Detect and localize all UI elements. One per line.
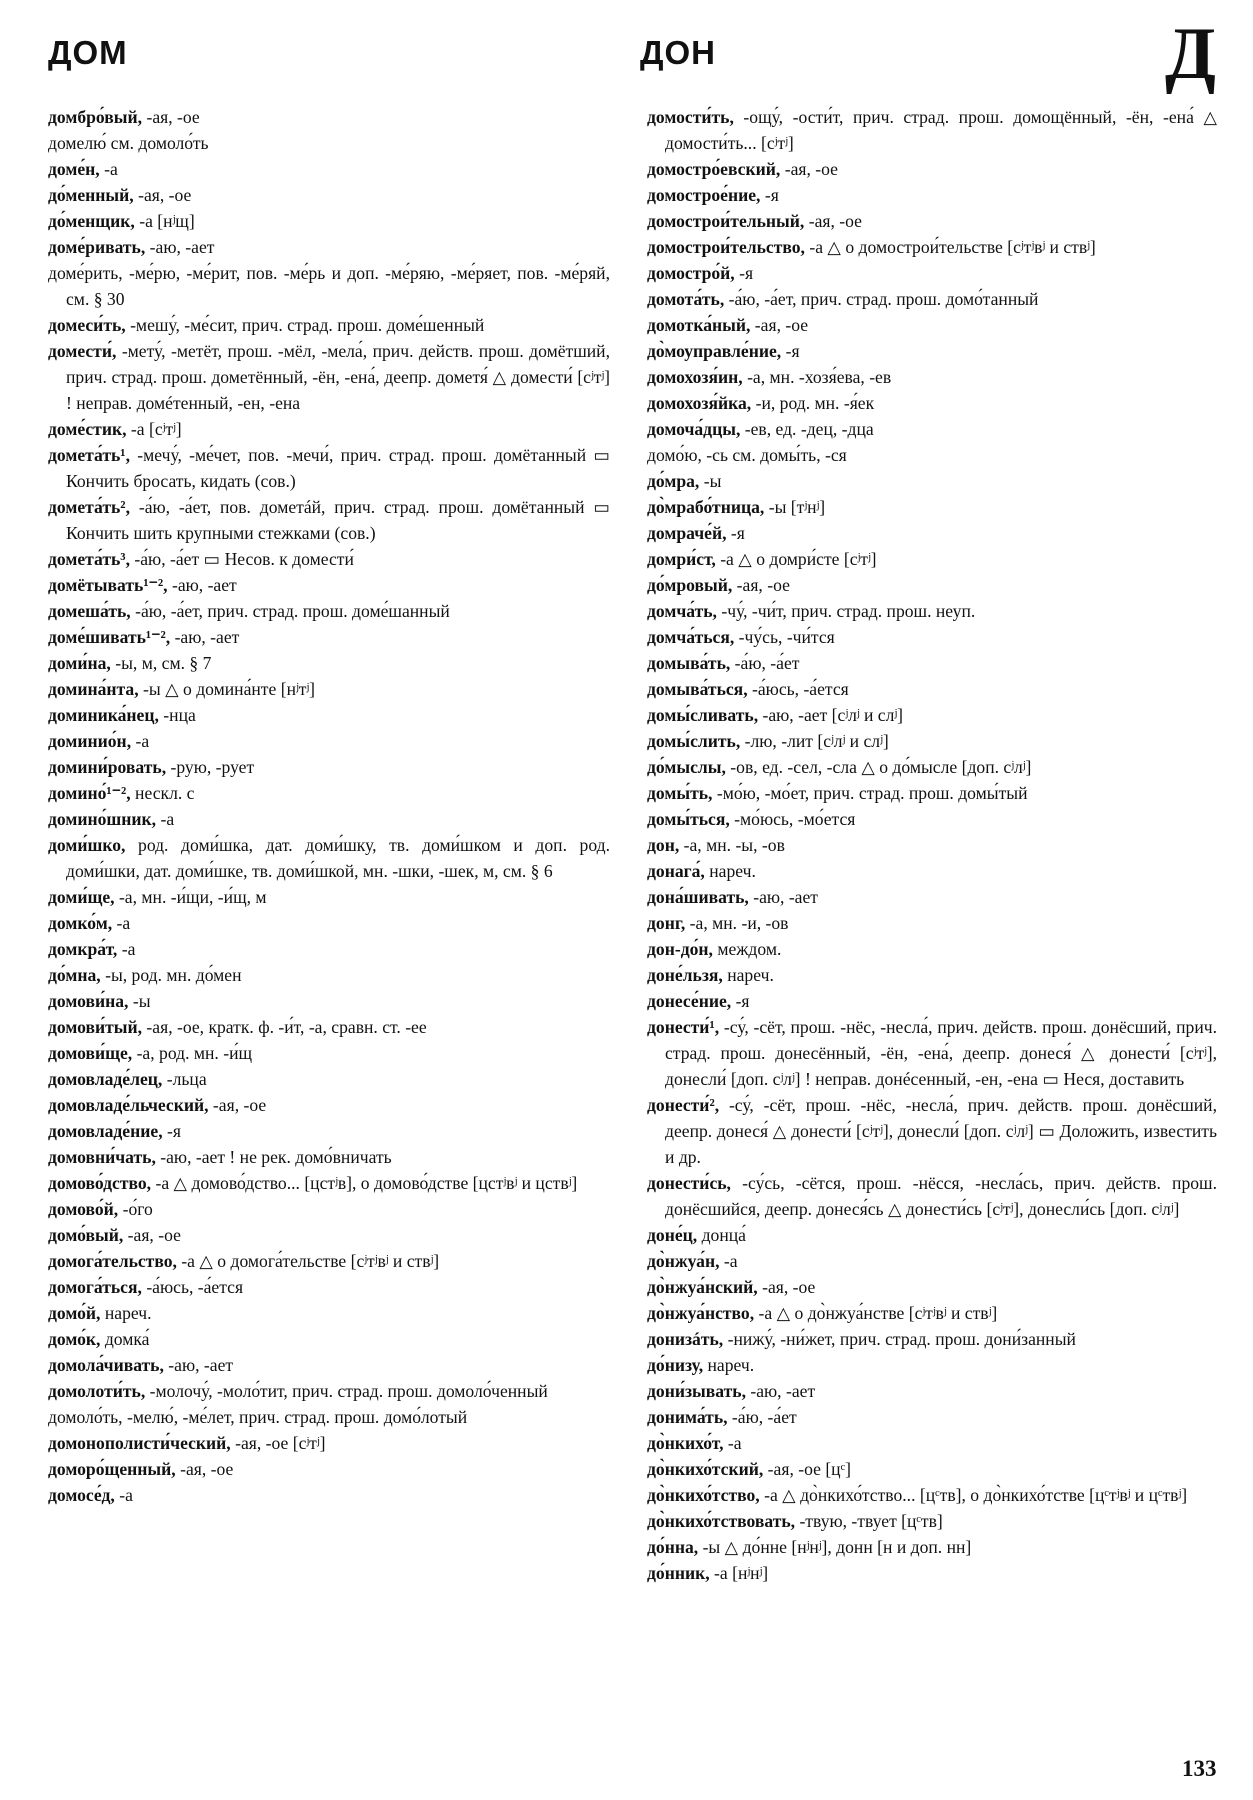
dictionary-entry: [647, 468, 1217, 494]
entry-body: -а [нʲнʲ]: [709, 1563, 769, 1583]
entry-body: -су́, -сёт, прош. -нёс, -несла́, прич. действ. прош. донёсший, деепр. донеся́ △ донести́ [сʲтʲ], донесли́ [доп. сʲлʲ] ▭ Доложить, известить и др.: [665, 1095, 1217, 1167]
dictionary-entry: [647, 1248, 1217, 1274]
dictionary-entry: [647, 260, 1217, 286]
entry-body: -а △ о домога́тельстве [сʲтʲвʲ и ствʲ]: [176, 1251, 440, 1271]
dictionary-entry: [48, 1482, 610, 1508]
entry-headword: домы́слить,: [647, 731, 741, 751]
entry-headword: до̀нкихо́т,: [647, 1433, 724, 1453]
entry-body: -ая, -ое: [780, 159, 838, 179]
entry-headword: домотка́ный,: [647, 315, 751, 335]
entry-body: -нца: [158, 705, 196, 725]
entry-body: -я: [781, 341, 800, 361]
entry-body: -чу́, -чи́т, прич. страд. прош. неуп.: [716, 601, 976, 621]
section-letter: Д: [1165, 13, 1216, 95]
dictionary-entry: [647, 676, 1217, 702]
dictionary-entry: [48, 754, 610, 780]
dictionary-entry: [48, 1456, 610, 1482]
entry-body: -мо́юсь, -мо́ется: [729, 809, 856, 829]
dictionary-entry: [48, 728, 610, 754]
entry-body: -ая, -ое: [123, 1225, 181, 1245]
dictionary-entry: [647, 1300, 1217, 1326]
dictionary-entry: [647, 546, 1217, 572]
entry-body: -рую, -рует: [166, 757, 255, 777]
entry-headword: донести́²,: [647, 1095, 720, 1115]
dictionary-entry: [48, 1066, 610, 1092]
dictionary-entry: [48, 1274, 610, 1300]
entry-body: -а́ю, -а́ет, прич. страд. прош. домо́танный: [724, 289, 1039, 309]
entry-headword: доне́ц,: [647, 1225, 698, 1245]
entry-headword: домово́й,: [48, 1199, 119, 1219]
entry-body: -а △ о домострои́тельстве [сʲтʲвʲ и ствʲ]: [804, 237, 1096, 257]
entry-body: нескл. с: [130, 783, 195, 803]
entry-headword: домо́к,: [48, 1329, 101, 1349]
entry-headword: донести́сь,: [647, 1173, 731, 1193]
dictionary-entry: [647, 338, 1217, 364]
dictionary-entry: [647, 494, 1217, 520]
entry-headword: домино́¹⁻²,: [48, 783, 131, 803]
dictionary-entry: [647, 624, 1217, 650]
entry-body: -аю, -ает: [163, 1355, 234, 1375]
entry-headword: домохозя́ин,: [647, 367, 743, 387]
dictionary-entry: [647, 1014, 1217, 1092]
entry-body: -а △ о до̀нжуа́нстве [сʲтʲвʲ и ствʲ]: [754, 1303, 998, 1323]
dictionary-entry: [647, 234, 1217, 260]
entry-body: -ая, -ое [сʲтʲ]: [230, 1433, 326, 1453]
entry-body: нареч.: [703, 1355, 755, 1375]
entry-body: -ая, -ое: [804, 211, 862, 231]
entry-headword: до̀нкихо́тский,: [647, 1459, 764, 1479]
entry-body: -ая, -ое: [732, 575, 790, 595]
entry-body: -мешу́, -ме́сит, прич. страд. прош. доме́шенный: [125, 315, 485, 335]
entry-headword: доми́на,: [48, 653, 111, 673]
dictionary-entry: [48, 104, 610, 130]
entry-headword: домови́тый,: [48, 1017, 143, 1037]
entry-body: -я: [731, 991, 750, 1011]
entry-body: -а, мн. -хозя́ева, -ев: [742, 367, 892, 387]
entry-headword: домини́ровать,: [48, 757, 167, 777]
entry-body: -а́ю, -а́ет, пов. дометáй, прич. страд. прош. домётанный ▭ Кончить шить крупными стежками (сов.): [66, 497, 610, 543]
dictionary-entry: [647, 104, 1217, 156]
dictionary-entry: [48, 1404, 610, 1430]
entry-body: -а: [114, 1485, 133, 1505]
entry-body: -а: [719, 1251, 738, 1271]
entry-body: -аю, -ает: [745, 1381, 816, 1401]
dictionary-entry: [647, 598, 1217, 624]
entry-body: -а [сʲтʲ]: [126, 419, 182, 439]
dictionary-entry: [647, 1560, 1217, 1586]
dictionary-entry: [647, 728, 1217, 754]
dictionary-entry: [647, 1352, 1217, 1378]
entry-body: -а, род. мн. -и́щ: [132, 1043, 253, 1063]
entry-headword: до̀нжуа́н,: [647, 1251, 720, 1271]
entry-body: -су́, -сёт, прош. -нёс, -несла́, прич. действ. прош. донёсший, прич. страд. прош. донесённый, -ён, -ена́, деепр. донеся́ △ донести́ [сʲтʲ], донесли́ [доп. сʲлʲ] ! неправ. донéсенный, -ен, -ена ▭ Неся, доставить: [665, 1017, 1217, 1089]
dictionary-entry: [647, 1170, 1217, 1222]
entry-headword: донима́ть,: [647, 1407, 728, 1427]
entry-body: -аю, -ает: [167, 575, 237, 595]
entry-headword: дон-до́н,: [647, 939, 713, 959]
entry-headword: домостро́евский,: [647, 159, 781, 179]
dictionary-entry: [647, 208, 1217, 234]
entry-headword: доне́льзя,: [647, 965, 723, 985]
entry-headword: домонополисти́ческий,: [48, 1433, 231, 1453]
dictionary-entry: [647, 1456, 1217, 1482]
dictionary-entry: [48, 260, 610, 312]
entry-body: донца́: [697, 1225, 746, 1245]
dictionary-entry: [48, 962, 610, 988]
dictionary-entry: [647, 1430, 1217, 1456]
entry-headword: до́менный,: [48, 185, 134, 205]
entry-body: -ы [тʲнʲ]: [764, 497, 826, 517]
entry-headword: домета́ть²,: [48, 497, 130, 517]
dictionary-entry: [48, 676, 610, 702]
entry-headword: домовладе́лец,: [48, 1069, 163, 1089]
entry-headword: до̀нжуа́нский,: [647, 1277, 758, 1297]
entry-headword: домо́й,: [48, 1303, 101, 1323]
entry-body: -а: [131, 731, 150, 751]
entry-body: -ев, ед. -дец, -дца: [740, 419, 874, 439]
entry-body: -ая, -ое, кратк. ф. -и́т, -а, сравн. ст. -ее: [142, 1017, 427, 1037]
entry-body: -аю, -ает: [748, 887, 818, 907]
entry-headword: домостро́й,: [647, 263, 735, 283]
dictionary-entry: [48, 1144, 610, 1170]
entry-headword: доми́ще,: [48, 887, 115, 907]
dictionary-entry: [48, 546, 610, 572]
entry-headword: доми́шко,: [48, 835, 126, 855]
dictionary-entry: [48, 624, 610, 650]
entry-body: -я: [162, 1121, 181, 1141]
entry-body: -о́го: [118, 1199, 153, 1219]
entry-headword: до́нник,: [647, 1563, 710, 1583]
dictionary-entry: [647, 988, 1217, 1014]
entry-headword: до́нна,: [647, 1537, 699, 1557]
entry-headword: домча́ться,: [647, 627, 735, 647]
dictionary-entry: [48, 312, 610, 338]
entry-headword: до́низу,: [647, 1355, 704, 1375]
entry-headword: до́мровый,: [647, 575, 733, 595]
entry-headword: до̀нкихо́тствовать,: [647, 1511, 796, 1531]
dictionary-entry: [48, 1326, 610, 1352]
dictionary-entry: [647, 1508, 1217, 1534]
entry-headword: донага́,: [647, 861, 705, 881]
entry-body: -а́юсь, -а́ется: [747, 679, 849, 699]
entry-headword: домина́нта,: [48, 679, 139, 699]
entry-headword: домоча́дцы,: [647, 419, 741, 439]
entry-headword: донизáть,: [647, 1329, 724, 1349]
dictionary-entry: [48, 650, 610, 676]
entry-headword: донести́¹,: [647, 1017, 720, 1037]
entry-headword: доме́н,: [48, 159, 100, 179]
dictionary-entry: [647, 1326, 1217, 1352]
entry-body: доме́рить, -ме́рю, -ме́рит, пов. -ме́рь и доп. -ме́ряю, -ме́ряет, пов. -ме́ряй, см. § 30: [48, 263, 610, 309]
running-head-right: ДОН: [640, 34, 717, 71]
dictionary-entry: [647, 962, 1217, 988]
entry-body: -льца: [162, 1069, 207, 1089]
entry-headword: домча́ть,: [647, 601, 717, 621]
entry-headword: домосе́д,: [48, 1485, 115, 1505]
entry-body: -а: [99, 159, 118, 179]
running-head-left: ДОМ: [48, 34, 128, 71]
dictionary-entry: [48, 1170, 610, 1196]
entry-body: -а, мн. -и́щи, -и́щ, м: [114, 887, 267, 907]
page-number: 133: [1182, 1756, 1217, 1781]
entry-headword: домётывать¹⁻²,: [48, 575, 168, 595]
dictionary-entry: [48, 1118, 610, 1144]
entry-headword: до̀нкихо́тство,: [647, 1485, 760, 1505]
entry-body: нареч.: [704, 861, 756, 881]
dictionary-entry: [647, 286, 1217, 312]
dictionary-entry: [647, 1222, 1217, 1248]
entry-headword: домови́ще,: [48, 1043, 133, 1063]
entry-body: -я: [726, 523, 745, 543]
entry-headword: домеша́ть,: [48, 601, 131, 621]
entry-headword: домко́м,: [48, 913, 113, 933]
entry-headword: домота́ть,: [647, 289, 725, 309]
entry-body: домка́: [100, 1329, 150, 1349]
entry-headword: домола́чивать,: [48, 1355, 164, 1375]
dictionary-entry: [647, 1404, 1217, 1430]
entry-body: -ощу́, -ости́т, прич. страд. прош. домощённый, -ён, -ена́ △ домости́ть... [сʲтʲ]: [665, 107, 1217, 153]
entry-body: -ая, -ое: [208, 1095, 267, 1115]
dictionary-entry: [48, 494, 610, 546]
entry-body: нареч.: [722, 965, 774, 985]
dictionary-entry: [647, 1092, 1217, 1170]
right-column: [647, 104, 1217, 1586]
entry-body: -а́ю, -а́ет ▭ Несов. к домести́: [129, 549, 354, 569]
dictionary-entry: [48, 1014, 610, 1040]
dictionary-entry: [647, 1274, 1217, 1300]
dictionary-entry: [48, 1040, 610, 1066]
entry-headword: домолоти́ть,: [48, 1381, 146, 1401]
entry-body: -мету́, -метёт, прош. -мёл, -мела́, прич. действ. прош. домётший, прич. страд. прош. дометённый, -ён, -ена́, деепр. дометя́ △ домести́ [сʲтʲ] ! неправ. домéтенный, -ен, -ена: [66, 341, 610, 413]
dictionary-entry: [647, 754, 1217, 780]
entry-body: -ы △ до́нне [нʲнʲ], донн [н и доп. нн]: [698, 1537, 972, 1557]
dictionary-entry: [48, 182, 610, 208]
entry-headword: доме́стик,: [48, 419, 127, 439]
dictionary-entry: [647, 416, 1217, 442]
entry-headword: дона́шивать,: [647, 887, 749, 907]
dictionary-entry: [48, 1196, 610, 1222]
dictionary-entry: [647, 884, 1217, 910]
entry-headword: домовладе́льческий,: [48, 1095, 209, 1115]
entry-headword: дони́зывать,: [647, 1381, 746, 1401]
entry-headword: доме́шивать¹⁻²,: [48, 627, 171, 647]
entry-headword: домови́на,: [48, 991, 129, 1011]
entry-headword: донесе́ние,: [647, 991, 732, 1011]
entry-headword: домога́ться,: [48, 1277, 142, 1297]
dictionary-entry: [647, 1534, 1217, 1560]
dictionary-entry: [48, 1352, 610, 1378]
entry-headword: до̀моуправле́ние,: [647, 341, 782, 361]
entry-body: -аю, -ает: [145, 237, 215, 257]
dictionary-entry: [48, 780, 610, 806]
entry-headword: домости́ть,: [647, 107, 734, 127]
entry-body: -аю, -ает: [170, 627, 240, 647]
entry-body: -ая, -ое: [750, 315, 809, 335]
entry-headword: до̀мрабо́тница,: [647, 497, 765, 517]
entry-body: -а: [117, 939, 136, 959]
dictionary-entry: [647, 1378, 1217, 1404]
entry-headword: домы́ться,: [647, 809, 730, 829]
entry-body: -я: [734, 263, 754, 283]
dictionary-entry: [647, 572, 1217, 598]
entry-body: -су́сь, -сётся, прош. -нёсся, -несла́сь, прич. действ. прош. донёсшийся, деепр. донеся́сь △ донести́сь [сʲтʲ], донесли́сь [доп. сʲлʲ]: [665, 1173, 1217, 1219]
entry-headword: до̀нжуа́нство,: [647, 1303, 755, 1323]
entry-body: -ая, -ое [цᶜ]: [763, 1459, 851, 1479]
dictionary-entry: [48, 442, 610, 494]
dictionary-entry: [647, 702, 1217, 728]
entry-body: -а́юсь, -а́ется: [141, 1277, 244, 1297]
entry-headword: дон,: [647, 835, 680, 855]
entry-body: -ая, -ое: [757, 1277, 816, 1297]
dictionary-entry: [48, 1378, 610, 1404]
entry-body: -ы △ о домина́нте [нʲтʲ]: [138, 679, 315, 699]
entry-headword: домострои́тельный,: [647, 211, 805, 231]
dictionary-entry: [647, 910, 1217, 936]
entry-body: -молочу́, -моло́тит, прич. страд. прош. домоло́ченный: [145, 1381, 548, 1401]
dictionary-entry: [48, 156, 610, 182]
entry-headword: домострои́тельство,: [647, 237, 805, 257]
dictionary-entry: [647, 858, 1217, 884]
entry-headword: домета́ть³,: [48, 549, 130, 569]
dictionary-entry: [48, 806, 610, 832]
dictionary-entry: [647, 156, 1217, 182]
entry-body: -а △ домово́дство... [цстʲв], о домово́дстве [цстʲвʲ и цствʲ]: [151, 1173, 578, 1193]
entry-headword: домохозя́йка,: [647, 393, 752, 413]
entry-body: -а: [156, 809, 175, 829]
entry-headword: домбро́вый,: [48, 107, 143, 127]
entry-headword: до́мра,: [647, 471, 700, 491]
entry-body: -а́ю, -а́ет: [727, 1407, 797, 1427]
dictionary-entry: [647, 364, 1217, 390]
dictionary-entry: [48, 936, 610, 962]
entry-body: -лю, -лит [сʲлʲ и слʲ]: [740, 731, 889, 751]
dictionary-entry: [647, 182, 1217, 208]
entry-body: -а: [112, 913, 131, 933]
entry-body: -а́ю, -а́ет, прич. страд. прош. доме́шанный: [130, 601, 450, 621]
entry-body: -чу́сь, -чи́тся: [734, 627, 835, 647]
entry-headword: доминио́н,: [48, 731, 132, 751]
entry-body: -нижу́, -ни́жет, прич. страд. прош. дони́занный: [723, 1329, 1076, 1349]
entry-headword: домести́,: [48, 341, 117, 361]
entry-headword: домовладе́ние,: [48, 1121, 163, 1141]
dictionary-entry: [48, 1300, 610, 1326]
entry-headword: до́мыслы,: [647, 757, 726, 777]
dictionary-entry: [48, 130, 610, 156]
dictionary-entry: [48, 1248, 610, 1274]
entry-body: домелю́ см. домоло́ть: [48, 133, 209, 153]
entry-body: -ая, -ое: [142, 107, 200, 127]
left-column: [48, 104, 610, 1508]
dictionary-entry: [48, 702, 610, 728]
entry-body: род. доми́шка, дат. доми́шку, тв. доми́шком и доп. род. доми́шки, дат. доми́шке, тв. доми́шкой, мн. -шки, -шек, м, см. § 6: [66, 835, 610, 881]
entry-headword: домри́ст,: [647, 549, 716, 569]
entry-body: нареч.: [100, 1303, 152, 1323]
dictionary-entry: [48, 910, 610, 936]
dictionary-entry: [48, 208, 610, 234]
entry-headword: до́мна,: [48, 965, 101, 985]
entry-headword: домкра́т,: [48, 939, 118, 959]
dictionary-entry: [647, 1482, 1217, 1508]
dictionary-entry: [647, 650, 1217, 676]
entry-headword: домеси́ть,: [48, 315, 126, 335]
entry-body: -ая, -ое: [133, 185, 192, 205]
entry-headword: домострое́ние,: [647, 185, 761, 205]
entry-body: -ов, ед. -сел, -сла △ о до́мысле [доп. сʲлʲ]: [725, 757, 1032, 777]
entry-body: -а: [723, 1433, 742, 1453]
entry-headword: домино́шник,: [48, 809, 157, 829]
entry-body: -а́ю, -а́ет: [730, 653, 800, 673]
entry-body: -ы, род. мн. до́мен: [100, 965, 242, 985]
dictionary-entry: [647, 520, 1217, 546]
entry-headword: доморо́щенный,: [48, 1459, 176, 1479]
entry-body: -ы: [128, 991, 151, 1011]
entry-body: -ая, -ое: [175, 1459, 234, 1479]
entry-headword: домы́сливать,: [647, 705, 759, 725]
entry-body: -аю, -ает [сʲлʲ и слʲ]: [758, 705, 903, 725]
entry-body: -я: [760, 185, 779, 205]
entry-body: домоло́ть, -мелю́, -ме́лет, прич. страд. прош. домо́лотый: [48, 1407, 468, 1427]
entry-body: -ы: [699, 471, 722, 491]
dictionary-entry: [48, 338, 610, 416]
dictionary-entry: [48, 1222, 610, 1248]
entry-body: междом.: [712, 939, 782, 959]
entry-headword: домета́ть¹,: [48, 445, 130, 465]
entry-body: -ы, м, см. § 7: [110, 653, 212, 673]
entry-body: -мо́ю, -мо́ет, прич. страд. прош. домы́тый: [712, 783, 1028, 803]
dictionary-entry: [647, 390, 1217, 416]
dictionary-entry: [48, 572, 610, 598]
dictionary-entry: [48, 1092, 610, 1118]
dictionary-entry: [48, 988, 610, 1014]
entry-body: -а, мн. -ы, -ов: [679, 835, 785, 855]
dictionary-entry: [48, 1430, 610, 1456]
entry-body: -мечу́, -ме́чет, пов. -мечи́, прич. страд. прош. домётанный ▭ Кончить бросать, кидать (сов.): [66, 445, 610, 491]
dictionary-entry: [647, 936, 1217, 962]
entry-headword: доминика́нец,: [48, 705, 159, 725]
entry-body: -твую, -твует [цᶜтв]: [795, 1511, 943, 1531]
entry-body: домо́ю, -сь см. домы́ть, -ся: [647, 445, 847, 465]
entry-headword: домыва́ть,: [647, 653, 731, 673]
dictionary-entry: [647, 442, 1217, 468]
dictionary-entry: [48, 416, 610, 442]
entry-headword: домы́ть,: [647, 783, 713, 803]
dictionary-entry: [647, 806, 1217, 832]
entry-headword: до́менщик,: [48, 211, 135, 231]
entry-body: -и, род. мн. -я́ек: [751, 393, 875, 413]
dictionary-entry: [48, 884, 610, 910]
dictionary-entry: [647, 780, 1217, 806]
dictionary-entry: [647, 312, 1217, 338]
entry-headword: домовни́чать,: [48, 1147, 156, 1167]
dictionary-entry: [48, 598, 610, 624]
entry-headword: донг,: [647, 913, 686, 933]
dictionary-entry: [647, 832, 1217, 858]
entry-body: -а [нʲщ]: [134, 211, 195, 231]
entry-headword: домраче́й,: [647, 523, 727, 543]
entry-body: -а △ до̀нкихо́тство... [цᶜтв], о до̀нкихо́тстве [цᶜтʲвʲ и цᶜтвʲ]: [759, 1485, 1188, 1505]
entry-headword: доме́ривать,: [48, 237, 146, 257]
entry-headword: домово́дство,: [48, 1173, 152, 1193]
dictionary-entry: [48, 832, 610, 884]
entry-headword: домога́тельство,: [48, 1251, 177, 1271]
entry-body: -а, мн. -и, -ов: [685, 913, 789, 933]
entry-body: -аю, -ает ! не рек. домо́вничать: [155, 1147, 392, 1167]
entry-headword: домо́вый,: [48, 1225, 124, 1245]
entry-headword: домыва́ться,: [647, 679, 748, 699]
dictionary-entry: [48, 234, 610, 260]
entry-body: -а △ о домри́сте [сʲтʲ]: [715, 549, 877, 569]
